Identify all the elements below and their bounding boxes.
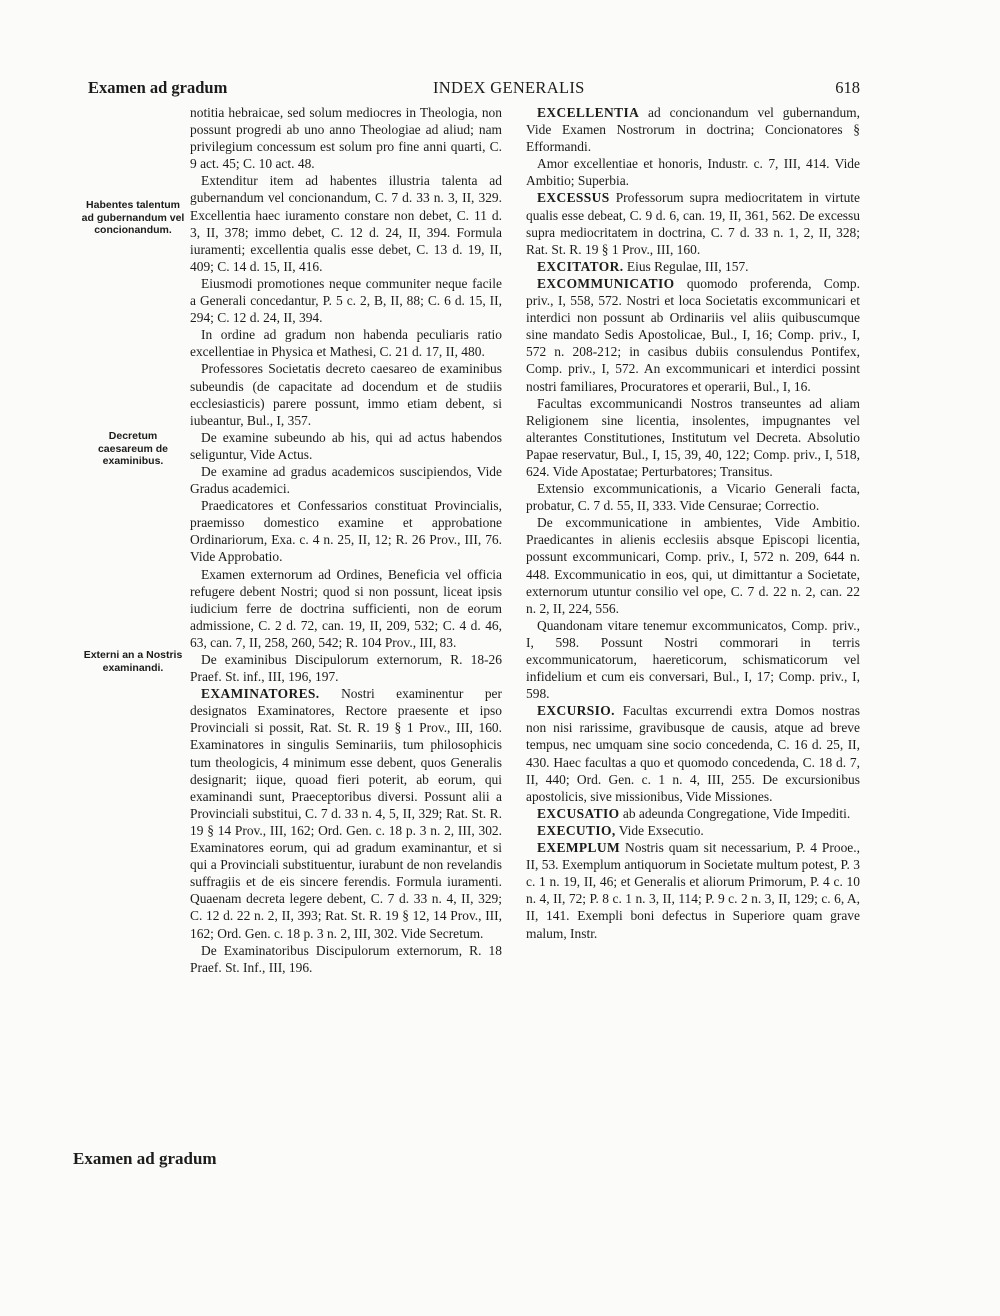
index-entry: [526, 702, 860, 805]
entry-headword: EXECUTIO,: [537, 822, 616, 838]
left-column: [190, 104, 502, 976]
entry-headword: EXCUSATIO: [537, 805, 620, 821]
entry-text: De examine subeundo ab his, qui ad actus habendos seliguntur, Vide Actus.: [190, 429, 502, 462]
right-column: [526, 104, 860, 942]
index-paragraph: [190, 429, 502, 463]
entry-text: Extenditur item ad habentes illustria talenta ad gubernandum vel concionandum, C. 7 d. 33 n. 3, II, 329. Excellentia haec iuramento constare non debet, C. 11 d. 3, II, 378; immo debet, C. 12 d. 24, II, 394. Formula iuramenti; excellentia qualis esse debet, C. 13 d. 19, II, 409; C. 14 d. 15, II, 416.: [190, 173, 502, 274]
entry-text: Eiusmodi promotiones neque communiter neque facile a Generali concedantur, P. 5 c. 2, B, II, 88; C. 6 d. 15, II, 294; C. 12 d. 24, II, 394.: [190, 275, 502, 326]
entry-text: Quandonam vitare tenemur excommunicatos, Comp. priv., I, 598. Possunt Nostri commorari in terris excommunicatorum, haereticorum, schismaticorum vel infidelium et cum eis conversari, Bul., I, 17; Comp. priv., I, 598.: [526, 617, 860, 702]
entry-text: Facultas excommunicandi Nostros transeuntes ad aliam Religionem sine licentia, insolentes, impugnantes vel alterantes Constitutiones, Institutum vel Decreta. Absolutio Papae reservatur, Bul., I, 15, 39, 40, 122; Comp. priv., I, 518, 624. Vide Apostatae; Perturbatores; Transitus.: [526, 395, 860, 479]
index-entry: [526, 104, 860, 155]
entry-headword: EXCESSUS: [537, 190, 610, 206]
entry-text: notitia hebraicae, sed solum mediocres in Theologia, non possunt progredi ab uno anno Theologiae ad aliud; nam privilegium concessum est solum pro fine anni quarti, C. 9 act. 45; C. 10 act. 48.: [190, 105, 502, 172]
page-number: 618: [835, 78, 860, 97]
entry-text: De Examinatoribus Discipulorum externorum, R. 18 Praef. St. Inf., III, 196.: [190, 942, 502, 975]
catchword: Examen ad gradum: [73, 1149, 217, 1168]
index-entry: [190, 685, 502, 941]
entry-text: In ordine ad gradum non habenda peculiaris ratio excellentiae in Physica et Mathesi, C. 21 d. 17, II, 480.: [190, 327, 502, 360]
index-paragraph: [526, 155, 860, 189]
index-paragraph: [190, 104, 502, 172]
running-head: [88, 78, 860, 102]
index-entry: [526, 822, 860, 839]
margin-note: Decretum caesareum de examinibus.: [97, 430, 169, 467]
index-entry: [526, 839, 860, 942]
index-paragraph: [190, 651, 502, 685]
index-paragraph: [190, 497, 502, 565]
entry-text: ab adeunda Congregatione, Vide Impediti.: [619, 805, 851, 821]
entry-headword: EXCITATOR.: [537, 258, 624, 274]
entry-headword: EXAMINATORES.: [201, 686, 320, 702]
header-left-title: Examen ad gradum: [88, 78, 228, 97]
entry-headword: EXEMPLUM: [537, 840, 621, 856]
entry-text: Professores Societatis decreto caesareo de examinibus subeundis (de capacitate ad docendum et de studiis ecclesiasticis) parere possunt, immo etiam debent, si iubeantur, Bul., I, 357.: [190, 361, 502, 428]
entry-text: Nostris quam sit necessarium, P. 4 Prooe., II, 53. Exemplum antiquorum in Societate multum potest, P. 3 c. 1 n. 19, II, 46; et Generalis et aliorum Primorum, P. 4 c. 10 n. 4, II, 72; P. 8 c. 1 n. 3, II, 114; P. 9 c. 2 n. 3, II, 129; c. 6, A, II, 141. Exempli boni defectus in Superiore quam grave malum, Instr.: [526, 840, 860, 941]
index-paragraph: [526, 617, 860, 702]
index-paragraph: [526, 480, 860, 514]
index-entry: [526, 258, 860, 275]
entry-text: Vide Exsecutio.: [615, 822, 704, 838]
index-paragraph: [526, 514, 860, 617]
entry-headword: EXCELLENTIA: [537, 105, 640, 120]
index-paragraph: [190, 172, 502, 275]
entry-text: Eius Regulae, III, 157.: [623, 258, 749, 274]
index-paragraph: [190, 566, 502, 651]
entry-headword: EXCURSIO.: [537, 703, 615, 719]
entry-text: Amor excellentiae et honoris, Industr. c. 7, III, 414. Vide Ambitio; Superbia.: [526, 156, 860, 189]
entry-text: Professorum supra mediocritatem in virtute qualis esse debeat, C. 9 d. 6, can. 19, II, 361, 562. De excessu supra mediocritatem in doctrina, C. 7 d. 33 n. 1, 2, II, 328; Rat. St. R. 19 § 1 Prov., III, 160.: [526, 190, 860, 257]
index-entry: [526, 275, 860, 395]
margin-note: Habentes talentum ad gubernandum vel concionandum.: [81, 199, 185, 236]
index-paragraph: [190, 326, 502, 360]
margin-note: Externi an a Nostris examinandi.: [83, 649, 183, 674]
index-entry: [526, 805, 860, 822]
entry-text: Praedicatores et Confessarios constituat Provincialis, praemisso domestico examine et approbatione Ordinariorum, Exa. c. 4 n. 25, II, 12; R. 26 Prov., III, 76. Vide Approbatio.: [190, 498, 502, 565]
index-paragraph: [190, 942, 502, 976]
header-center-title: INDEX GENERALIS: [433, 78, 585, 97]
index-entry: [526, 189, 860, 257]
index-paragraph: [190, 275, 502, 326]
entry-text: Nostri examinentur per designatos Examinatores, Rectore praesente et ipso Provinciali si possit, Rat. St. R. 19 § 1 Prov., III, 160. Examinatores in singulis Seminariis, tum philosophicis tum theologicis, 4 minimum esse debent, quos Generalis designarit; iique, quoad fieri poterit, ab eorum, qui examinandi sunt, Praeceptoribus diversi. Possunt alii a Provinciali substitui, C. 7 d. 33 n. 4, 5, II, 329; Rat. St. R. 19 § 14 Prov., III, 162; Ord. Gen. c. 18 p. 3 n. 2, III, 302. Examinatores eorum, qui ad gradum examinantur, et si qui a Provinciali substituentur, iurabunt de non revelandis suffragiis et de eis sincere ferendis. Formula iuramenti. Quaenam decreta legere debent, C. 7 d. 33 n. 4, II, 329; C. 12 d. 22 n. 2, II, 393; Rat. St. R. 19 § 12, 14 Prov., III, 162; Ord. Gen. c. 18 p. 3 n. 2, III, 302. Vide Secretum.: [190, 686, 502, 941]
index-paragraph: [526, 395, 860, 480]
entry-headword: EXCOMMUNICATIO: [537, 275, 675, 291]
entry-text: De examine ad gradus academicos suscipiendos, Vide Gradus academici.: [190, 463, 502, 497]
entry-text: Extensio excommunicationis, a Vicario Generali facta, probatur, C. 7 d. 55, II, 333. Vide Censurae; Correctio.: [526, 481, 860, 514]
entry-text: De excommunicatione in ambientes, Vide Ambitio. Praedicantes in alienis ecclesiis absque Episcopi licentia, possunt excommunicari, Comp. priv., I, 572 n. 209, 644 n. 448. Excommunicatio in eos, qui, ut dimittantur a Societate, externorum utuntur consilio vel ope, C. 7 d. 22 n. 2, can. 22 n. 2, II, 224, 556.: [526, 515, 860, 616]
entry-text: Facultas excurrendi extra Domos nostras non nisi rarissime, gravibusque de causis, atque ad breve tempus, nec umquam sine socio concedenda, C. 16 d. 25, II, 430. Haec facultas a quo et quomodo concedenda, C. 18 d. 7, II, 440; Ord. Gen. c. 1 n. 4, III, 255. De excursionibus apostolicis, sive missionibus, Vide Missiones.: [526, 703, 860, 804]
index-paragraph: [190, 360, 502, 428]
entry-text: Examen externorum ad Ordines, Beneficia vel officia refugere debent Nostri; quod si non possunt, liceat ipsis iudicium ferre de doctrina sufficienti, non de eorum admissione, C. 2 d. 72, can. 19, II, 209, 532; C. 4 d. 46, 63, can. 7, II, 258, 260, 542; R. 104 Prov., III, 83.: [190, 566, 502, 650]
entry-text: quomodo proferenda, Comp. priv., I, 558, 572. Nostri et loca Societatis excommunicari et interdici non possunt ab Ordinariis vel aliis quibuscumque sine mandato Sedis Apostolicae, Bul., I, 16; Comp. priv., I, 572 n. 208-212; in casibus dubiis consulendus Pontifex, Comp. priv., I, 572. An excommunicari et interdici possint nostri familiares, Procuratores et operarii, Bul., I, 16.: [526, 275, 860, 394]
entry-text: ad concionandum vel gubernandum, Vide Examen Nostrorum in doctrina; Concionatores § Efformandi.: [526, 105, 860, 155]
entry-text: De examinibus Discipulorum externorum, R. 18-26 Praef. St. inf., III, 196, 197.: [190, 652, 502, 685]
index-paragraph: [190, 463, 502, 497]
